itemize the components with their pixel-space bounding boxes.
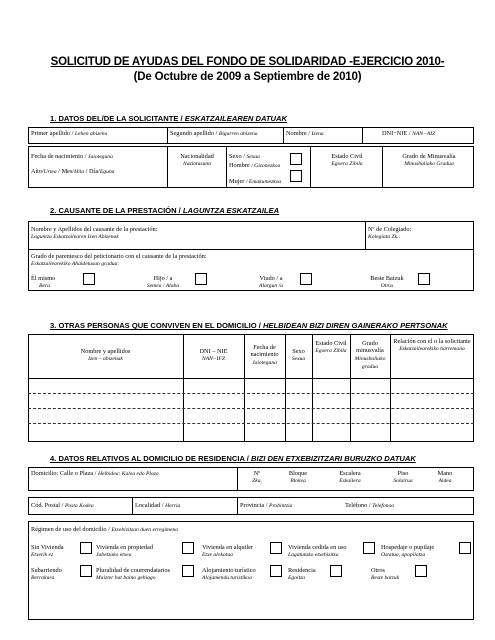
section-3-heading: 3. OTRAS PERSONAS QUE CONVIVEN EN EL DOMICILIO / HELBIDEAN BIZI DIREN GAINERAKO PERTSONAK — [50, 321, 448, 330]
sublease-checkbox[interactable] — [80, 565, 92, 577]
rented-housing-checkbox[interactable] — [270, 542, 282, 554]
birthdate-field[interactable]: Año/Urtea / Mes/Hila / Día/Eguna — [31, 168, 115, 175]
phone-field[interactable]: Teléfono / Telefonoa — [345, 502, 395, 509]
stairs-field[interactable]: Escalera Eskailera — [339, 470, 361, 485]
other-housing-label: Otros Beste batzuk — [371, 567, 400, 582]
door-field[interactable]: Mano Aldea — [437, 470, 453, 485]
no-housing-label: Sin Vivienda Etxerik ez — [31, 544, 64, 559]
tourist-housing-checkbox[interactable] — [270, 565, 282, 577]
kinship-child-label: Hijo / a Semea / Alaba — [146, 275, 180, 290]
number-field[interactable]: Nº Zka. — [252, 470, 262, 485]
block-field[interactable]: Bloque Blokea — [288, 470, 308, 485]
male-label: Hombre / Gizonezkoa — [229, 162, 281, 169]
name-field[interactable]: Nombre / Izena — [286, 130, 324, 137]
collegiate-number-field[interactable]: Nº de Colegiado: Kolegiatu Zk.: — [368, 226, 412, 241]
male-checkbox[interactable] — [290, 153, 302, 165]
col-sex: Sexo Sexua — [291, 348, 306, 363]
first-surname-field[interactable]: Primer apellido / Lehen abizena — [31, 130, 108, 137]
col-civil-status: Estado Civil Egoera Zibila — [315, 340, 347, 355]
dni-field[interactable]: DNI−NIE / NAN−AIZ — [382, 130, 436, 137]
birthdate-label: Fecha de nacimiento / Jaioteguna — [31, 153, 113, 160]
ceded-housing-label: Vivienda cedida en uso Lagatutako etxebizitza — [288, 544, 347, 559]
residence-checkbox[interactable] — [330, 565, 342, 577]
tourist-housing-label: Alojamiento turístico Alojamendu turistikoa — [202, 567, 256, 582]
kinship-other-checkbox[interactable] — [418, 273, 430, 285]
kinship-label: Grado de parentesco del peticionario con el causante de la prestación: Eskatzailearekiko Ahaidetasun gradua: — [31, 253, 207, 268]
nationality-field[interactable]: Nacionalidad Naziotasuna — [180, 153, 214, 168]
section-4-heading: 4. DATOS RELATIVOS AL DOMICILIO DE RESIDENCIA / BIZI DEN ETXEBIZITZARI BURUZKO DATUAK — [50, 454, 416, 463]
kinship-child-checkbox[interactable] — [195, 273, 207, 285]
lodging-label: Hospedaje o pupilaje Ostatua, apopilotza — [381, 544, 435, 559]
kinship-widow-label: Viudo / a Alargun /a — [259, 275, 283, 290]
owned-housing-label: Vivienda en propiedad Jabetzako etxea — [96, 544, 153, 559]
sex-label: Sexo / Sexua — [229, 153, 260, 160]
residence-label: Residencia Egoitza — [288, 567, 316, 582]
form-subtitle: (De Octubre de 2009 a Septiembre de 2010) — [133, 71, 362, 83]
col-relationship: Relación con el o la solicitante Eskatzailearekiko harremana — [393, 338, 471, 353]
causer-name-field[interactable]: Nombre y Apellidos del causante de la prestación: Laguntza Eskatzailearen Izen Abizenak — [31, 226, 158, 241]
female-checkbox[interactable] — [290, 170, 302, 182]
street-field[interactable]: Domicilio: Calle o Plaza / Helbidea: Kalea edo Plaza — [31, 470, 159, 477]
kinship-widow-checkbox[interactable] — [300, 273, 312, 285]
col-birthdate: Fecha de nacimiento Jaioteguna — [250, 344, 279, 366]
cohabitant-row[interactable] — [28, 423, 474, 424]
co-tenants-checkbox[interactable] — [182, 565, 194, 577]
kinship-self-label: Él mismo Bera — [31, 275, 56, 290]
cohabitant-row[interactable] — [28, 393, 474, 394]
locality-field[interactable]: Localidad / Herria — [135, 502, 181, 509]
civil-status-field[interactable]: Estado Civil Egoera Zibila — [331, 153, 363, 168]
form-title: SOLICITUD DE AYUDAS DEL FONDO DE SOLIDARIDAD -EJERCICIO 2010- — [50, 56, 445, 68]
col-disability: Grado minusvalía Minusbaliako gradua — [354, 340, 386, 371]
rented-housing-label: Vivienda en alquiler Etxe alokatua — [202, 544, 254, 559]
ceded-housing-checkbox[interactable] — [363, 542, 375, 554]
owned-housing-checkbox[interactable] — [182, 542, 194, 554]
other-housing-checkbox[interactable] — [415, 565, 427, 577]
floor-field[interactable]: Piso Solairua — [393, 470, 413, 485]
province-field[interactable]: Provincia / Probintzia — [240, 502, 293, 509]
lodging-checkbox[interactable] — [459, 542, 471, 554]
female-label: Mujer / Emakumezkoa — [229, 178, 282, 185]
col-name: Nombre y apellidos Izen – abizenak — [80, 348, 131, 363]
kinship-other-label: Beste Batzuk Otros — [370, 275, 404, 290]
postal-code-field[interactable]: Cód. Postal / Posta Kodea — [31, 502, 94, 509]
section-2-heading: 2. CAUSANTE DE LA PRESTACIÓN / LAGUNTZA ESKATZAILEA — [50, 206, 280, 215]
no-housing-checkbox[interactable] — [80, 542, 92, 554]
col-dni: DNI – NIE NAN−IFZ — [199, 348, 228, 363]
housing-regime-label: Régimen de uso del domicilio / Etxebizitzan duen erregimena — [31, 526, 179, 533]
cohabitant-row[interactable] — [28, 408, 474, 409]
kinship-self-checkbox[interactable] — [83, 273, 95, 285]
sublease-label: Subarriendo Berrakura — [31, 567, 62, 582]
section-1-heading: 1. DATOS DEL/DE LA SOLICITANTE / ESKATZAILEAREN DATUAK — [50, 114, 287, 123]
disability-field[interactable]: Grado de Minusvalía Minusbaliako Gradua — [402, 153, 456, 168]
second-surname-field[interactable]: Segundo apellido / Bigarren abizena — [170, 130, 258, 137]
co-tenants-label: Pluralidad de courrendatarios Maizter bat baino gehiago — [96, 567, 171, 582]
